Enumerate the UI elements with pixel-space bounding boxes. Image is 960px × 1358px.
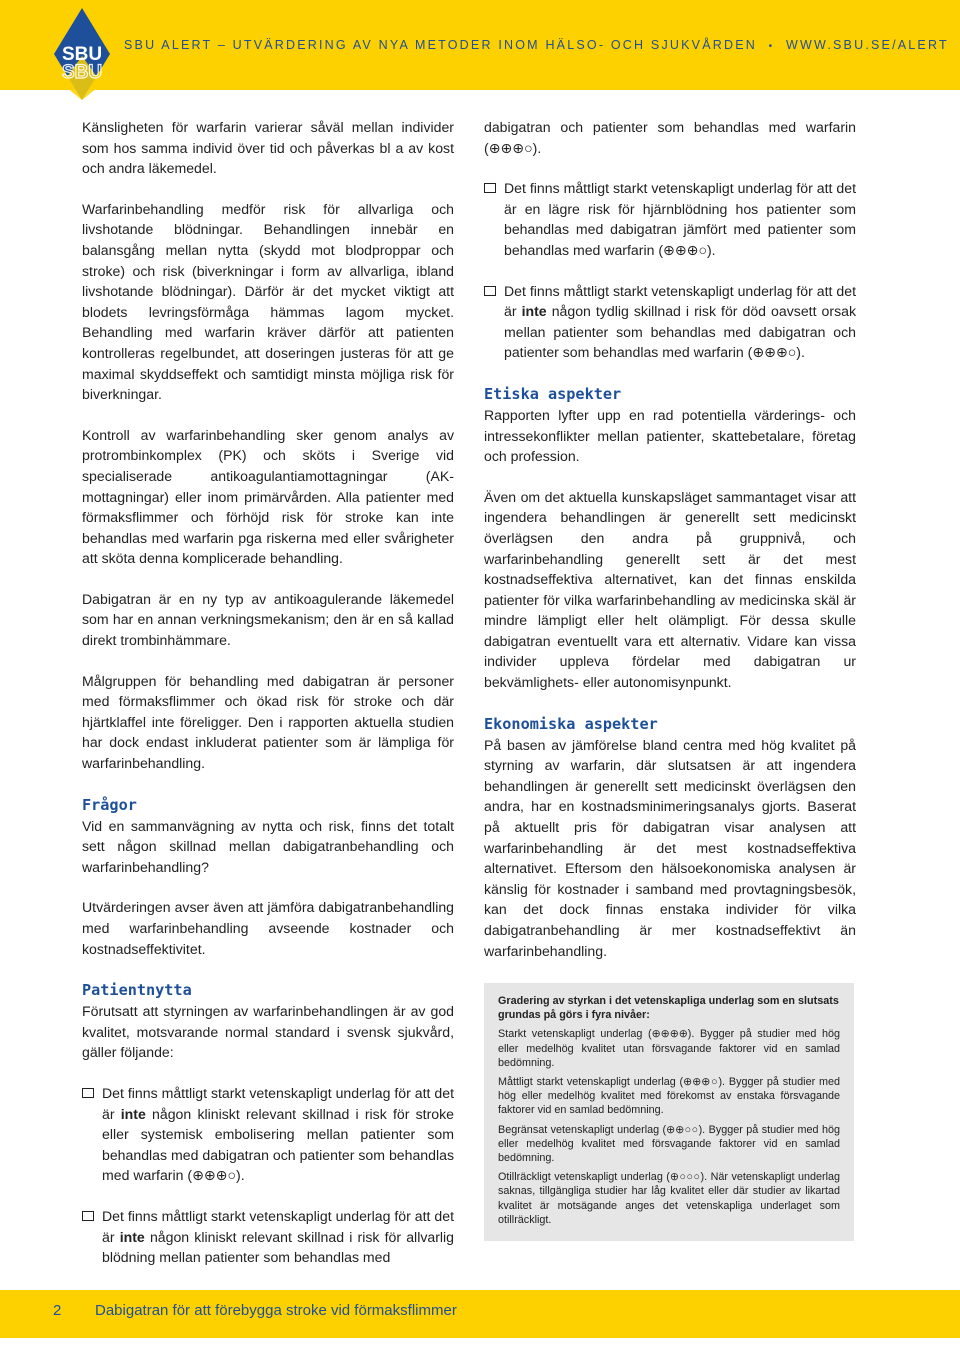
paragraph: Vid en sammanvägning av nytta och risk, finns det totalt sett någon skillnad mellan dabigatranbehandling och warfarinbehandling? bbox=[82, 817, 454, 875]
paragraph: Kontroll av warfarinbehandling sker genom analys av protrombinkomplex (PK) och sköts i Sverige vid specialiserade antikoagulantiamottagningar (AK-mottagningar) eller inom primärvården. Alla patienter med förmaksflimmer och förhöjd risk för stroke kan inte behandlas med warfarin pga riskerna med eller svårigheter att sköta denna komplicerade behandling. bbox=[82, 426, 454, 567]
page-number: 2 bbox=[53, 1302, 62, 1319]
header-url-link[interactable]: WWW.SBU.SE/ALERT bbox=[786, 38, 949, 52]
header-subtitle: UTVÄRDERING AV NYA METODER INOM HÄLSO- OCH SJUKVÅRDEN bbox=[232, 38, 757, 52]
paragraph: Även om det aktuella kunskapsläget sammantaget visar att ingendera behandlingen är generellt sett medicinskt överlägsen den andra på gruppnivå, och warfarinbehandling generellt sett är det mest kostnadseffektiva alternativet, kan det finnas enskilda patienter för vilka warfarinbehandling av medicinska skäl är mindre lämpligt eller helt olämpligt. För dessa skulle dabigatran eventuellt vara ett alternativ. Vidare kan vissa individer uppleva fördelar med dabigatran ur bekvämlighets- eller autonomisynpunkt. bbox=[484, 488, 856, 691]
grading-level: Starkt vetenskapligt underlag (⊕⊕⊕⊕). Bygger på studier med hög eller medelhög kvalitet utan försvagande faktorer vid en samlad bedömning. bbox=[498, 1028, 840, 1069]
paragraph: På basen av jämförelse bland centra med hög kvalitet på styrning av warfarin, där slutsatsen är att ingendera behandlingen är generellt sett medicinskt överlägsen den andra, har en kostnadsminimeringsanalys gjorts. Baserat på aktuellt pris för dabigatran visar analysen att warfarinbehandling är det mest kostnadseffektiva alternativet. Eftersom den hälsoekonomiska analysen är känslig för kostnader i samband med provtagningsbesök, kan det dock finnas enstaka individer för vilka dabigatranbehandling är mer kostnadseffektivt än warfarinbehandling. bbox=[484, 736, 856, 959]
alert-label: SBU ALERT bbox=[124, 38, 213, 52]
paragraph: Dabigatran är en ny typ av antikoagulerande läkemedel som har en annan verkningsmekanism; den är en så kallad direkt trombinhämmare. bbox=[82, 590, 454, 649]
footer-title: Dabigatran för att förebygga stroke vid förmaksflimmer bbox=[95, 1302, 457, 1319]
paragraph-continued: dabigatran och patienter som behandlas med warfarin (⊕⊕⊕○). bbox=[484, 119, 856, 156]
sbu-logo-icon bbox=[52, 6, 112, 102]
checkbox-icon bbox=[82, 1088, 94, 1098]
checklist-item: Det finns måttligt starkt vetenskapligt underlag för att det är inte någon kliniskt relevant skillnad i risk för allvarlig blödning mellan patienter som behandlas med bbox=[82, 1206, 454, 1268]
footer-band bbox=[0, 1290, 960, 1338]
grading-level: Otillräckligt vetenskapligt underlag (⊕○○○). När vetenskapligt underlag saknas, tillgängliga studier har låg kvalitet eller där studier av likartad kvalitet är motsägande anges det vetenskapliga underlaget som otillräckligt. bbox=[498, 1171, 840, 1226]
heading-patientnytta: Patientnytta bbox=[82, 981, 192, 1000]
heading-etiska-aspekter: Etiska aspekter bbox=[484, 384, 622, 403]
checklist-item: Det finns måttligt starkt vetenskapligt underlag för att det är inte någon kliniskt relevant skillnad i risk för stroke eller systemisk embolisering mellan patienter som behandlas med dabigatran och patienter som behandlas med warfarin (⊕⊕⊕○). bbox=[82, 1083, 454, 1186]
bullet-icon: • bbox=[768, 41, 775, 52]
paragraph: Målgruppen för behandling med dabigatran är personer med förmaksflimmer och ökad risk för stroke och där hjärtklaffel inte föreligger. Den i rapporten aktuella studien har dock endast inkluderat patienter som är lämpliga för warfarinbehandling. bbox=[82, 672, 454, 772]
logo-text-echo: SBU bbox=[61, 62, 103, 83]
header-band bbox=[0, 0, 960, 90]
paragraph: Warfarinbehandling medför risk för allvarliga och livshotande blödningar. Behandlingen innebär en balansgång mellan nytta (skydd mot blodproppar och stroke) och risk (biverkningar i form av allvarliga, ibland livshotande blödningar). Därför är det mycket viktigt att blodets levringsförmåga hämmas lagom mycket. Behandling med warfarin kräver därför att patienten kontrolleras regelbundet, att doseringen justeras för att ge maximal skyddseffekt och samtidigt minsta möjliga risk för biverkningar. bbox=[82, 200, 454, 403]
grading-title: Gradering av styrkan i det vetenskapliga underlag som en slutsats grundas på görs i fyra nivåer: bbox=[498, 995, 839, 1022]
heading-fragor: Frågor bbox=[82, 795, 137, 814]
grading-box bbox=[484, 983, 854, 1241]
heading-ekonomiska-aspekter: Ekonomiska aspekter bbox=[484, 714, 658, 733]
grading-level: Måttligt starkt vetenskapligt underlag (⊕⊕⊕○). Bygger på studier med hög eller medelhög kvalitet med förekomst av enstaka försvagande faktorer vid en samlad bedömning. bbox=[498, 1076, 840, 1117]
checkbox-icon bbox=[484, 286, 496, 296]
paragraph: Förutsatt att styrningen av warfarinbehandlingen är av god kvalitet, motsvarande normal standard i svensk sjukvård, gäller följande: bbox=[82, 1003, 454, 1061]
logo-text: SBU bbox=[61, 44, 103, 65]
left-column bbox=[82, 117, 454, 1288]
header-dash: – bbox=[217, 38, 227, 52]
header-title bbox=[124, 38, 949, 52]
paragraph: Rapporten lyfter upp en rad potentiella värderings- och intressekonflikter mellan patienter, skattebetalare, företag och profession. bbox=[484, 406, 856, 465]
paragraph: Känsligheten för warfarin varierar såväl mellan individer som hos samma individ över tid och påverkas bl a av kost och andra läkemedel. bbox=[82, 119, 454, 177]
checklist-item: Det finns måttligt starkt vetenskapligt underlag för att det är en lägre risk för hjärnblödning hos patienter som behandlas med dabigatran jämfört med patienter som behandlas med warfarin (⊕⊕⊕○). bbox=[484, 178, 856, 260]
right-column bbox=[484, 117, 856, 981]
paragraph: Utvärderingen avser även att jämföra dabigatranbehandling med warfarinbehandling avseende kostnader och kostnadseffektivitet. bbox=[82, 899, 454, 957]
checkbox-icon bbox=[484, 183, 496, 193]
checklist-item: Det finns måttligt starkt vetenskapligt underlag för att det är inte någon tydlig skillnad i risk för död oavsett orsak mellan patienter som behandlas med dabigatran och patienter som behandlas med warfarin (⊕⊕⊕○). bbox=[484, 281, 856, 363]
grading-level: Begränsat vetenskapligt underlag (⊕⊕○○). Bygger på studier med hög eller medelhög kvalitet med försvagande faktorer vid en samlad bedömning. bbox=[498, 1123, 840, 1165]
checkbox-icon bbox=[82, 1211, 94, 1221]
